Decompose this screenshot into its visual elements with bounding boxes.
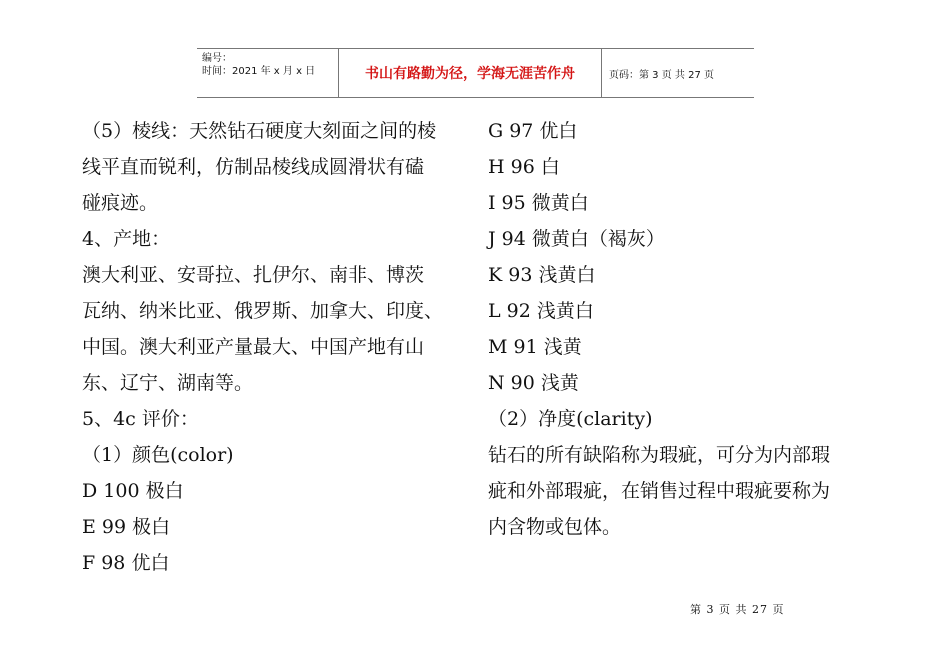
section-heading-origin: 4、产地： [82,228,171,250]
grade-line: G 97 优白 [488,120,578,142]
text-line: 疵和外部瑕疵，在销售过程中瑕疵要称为 [488,480,831,502]
grade-line: D 100 极白 [82,480,184,502]
text-line: 瓦纳、纳米比亚、俄罗斯、加拿大、印度、 [82,300,444,322]
header-time-label: 时间：2021 年 x 月 x 日 [202,66,316,77]
text-line: 中国。澳大利亚产量最大、中国产地有山 [82,336,425,358]
subheading-clarity: （2）净度(clarity) [488,408,653,430]
grade-line: E 99 极白 [82,516,171,538]
grade-line: K 93 浅黄白 [488,264,596,286]
text-line: 东、辽宁、湖南等。 [82,372,254,394]
right-column [488,113,888,545]
header-number-label: 编号： [202,53,232,64]
text-line: 内含物或包体。 [488,516,622,538]
grade-line: M 91 浅黄 [488,336,582,358]
subheading-color: （1）颜色(color) [82,444,234,466]
header-page-code: 页码：第 3 页 共 27 页 [609,69,714,81]
text-line: 碰痕迹。 [82,192,159,214]
text-line: （5）棱线：天然钻石硬度大刻面之间的棱 [82,120,437,142]
header-motto: 书山有路勤为径，学海无涯苦作舟 [338,49,602,97]
grade-line: J 94 微黄白（褐灰） [488,228,665,250]
section-heading-4c: 5、4c 评价： [82,408,199,430]
grade-line: F 98 优白 [82,552,170,574]
grade-line: N 90 浅黄 [488,372,579,394]
header-meta [197,49,338,97]
grade-line: L 92 浅黄白 [488,300,594,322]
left-column [82,113,472,581]
text-line: 线平直而锐利，仿制品棱线成圆滑状有磕 [82,156,425,178]
text-line: 钻石的所有缺陷称为瑕疵，可分为内部瑕 [488,444,831,466]
page-footer: 第 3 页 共 27 页 [690,603,785,616]
grade-line: I 95 微黄白 [488,192,589,214]
page-header [197,48,754,98]
grade-line: H 96 白 [488,156,560,178]
text-line: 澳大利亚、安哥拉、扎伊尔、南非、博茨 [82,264,425,286]
